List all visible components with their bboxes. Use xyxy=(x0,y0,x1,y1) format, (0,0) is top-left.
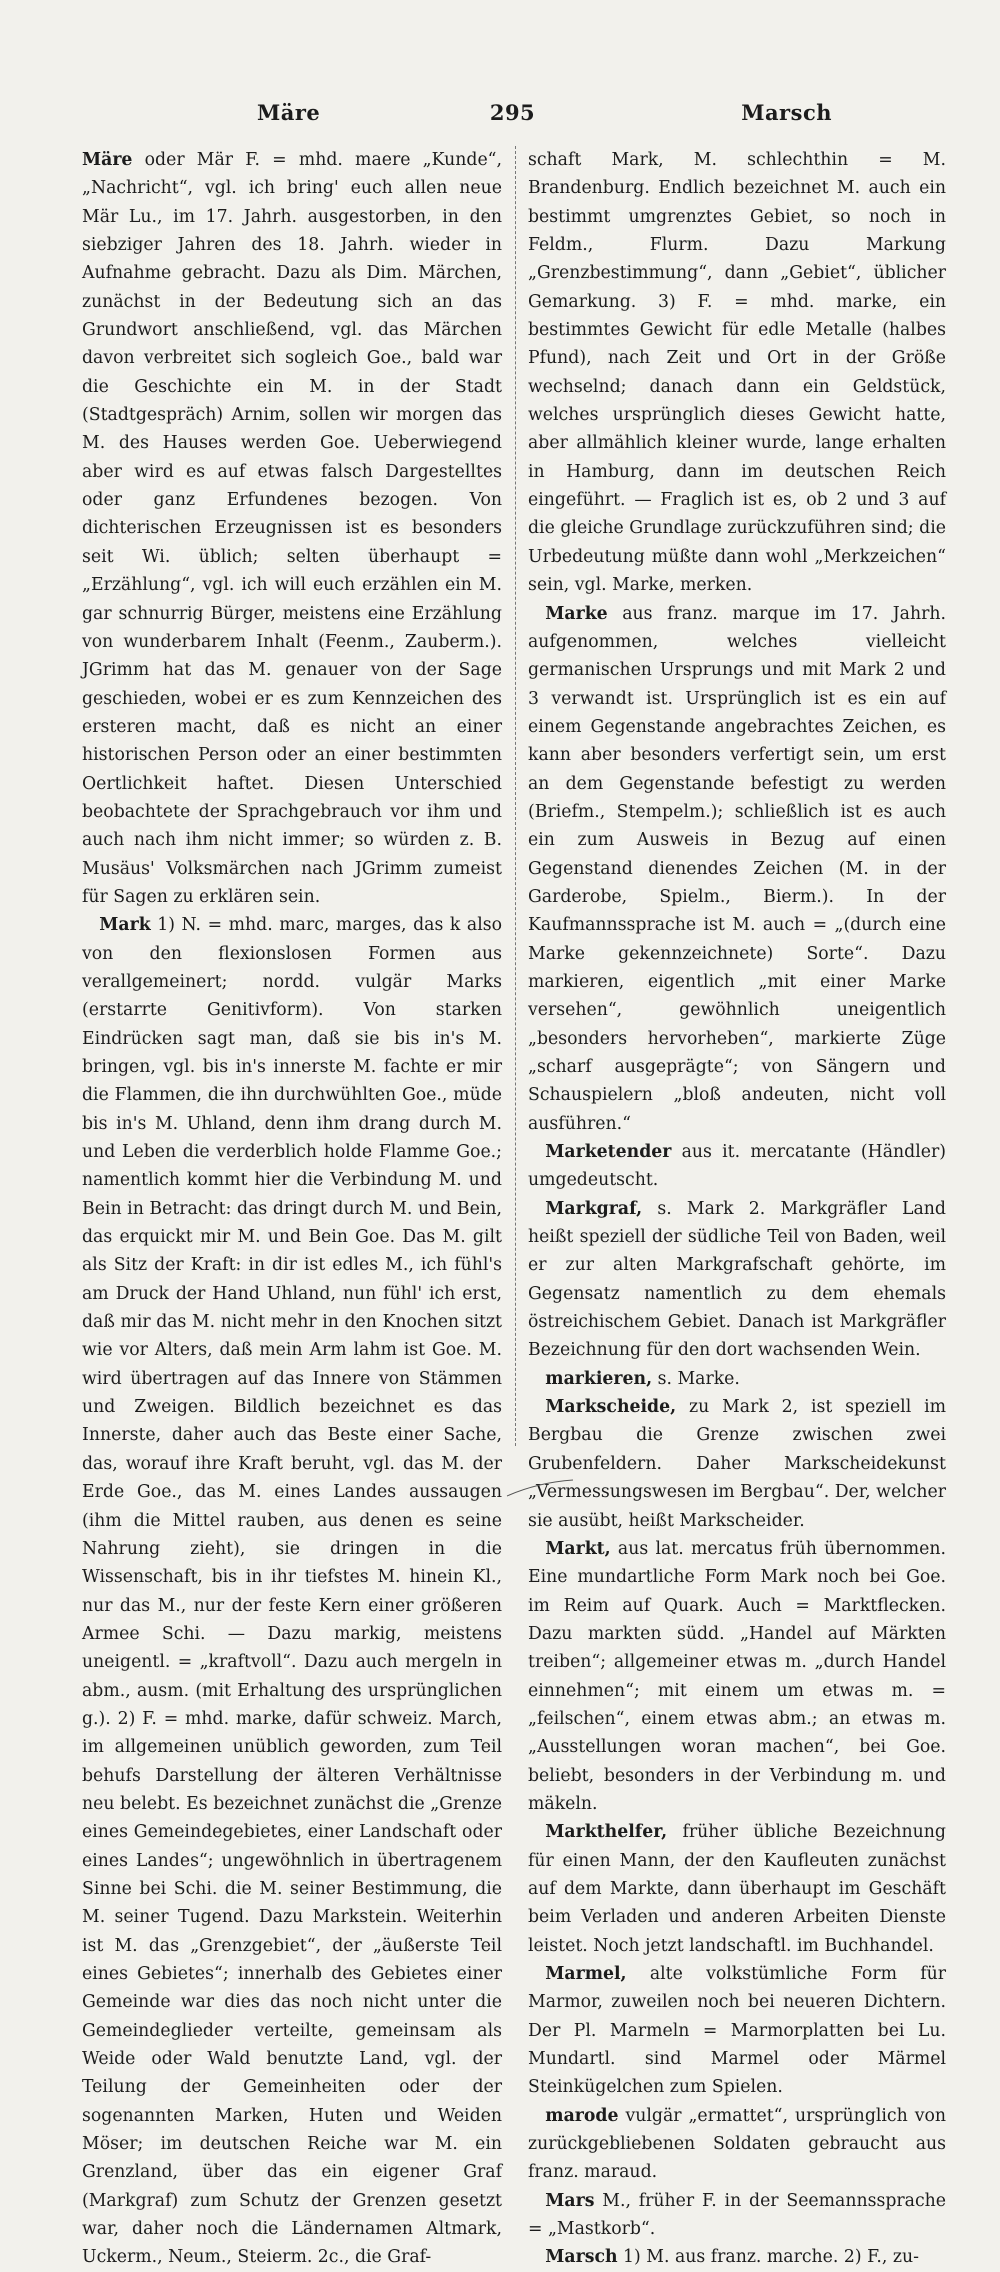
running-head-right: Marsch xyxy=(741,100,832,125)
entry-text: alte volkstümliche Form für Marmor, zuweilen noch bei neueren Dichtern. Der Pl. Marmeln = Marmorplatten bei Lu. Mundartl. sind Marmel oder Märmel Steinkügelchen zum Spielen. xyxy=(528,1964,947,2098)
entry-text: schaft Mark, M. schlechthin = M. Brandenburg. Endlich bezeichnet M. auch ein bestimmt umgrenztes Gebiet, so noch in Feldm., Flurm. Dazu Markung „Grenzbestimmung“, dann „Gebiet“, üblicher Gemarkung. 3) F. = mhd. marke, ein bestimmtes Gewicht für edle Metalle (halbes Pfund), nach Zeit und Ort in der Größe wechselnd; danach dann ein Geldstück, welches ursprünglich dieses Gewicht hatte, aber allmählich kleiner wurde, lange erhalten in Hamburg, dann im deutschen Reich eingeführt. — Fraglich ist es, ob 2 und 3 auf die gleiche Grundlage zurückzuführen sind; die Urbedeutung müßte dann wohl „Merkzeichen“ sein, vgl. Marke, merken. xyxy=(528,150,946,596)
entry-headword: Markgraf, xyxy=(545,1198,643,1219)
entry-headword: Mark xyxy=(99,915,151,936)
entry-text: oder Mär F. = mhd. maere „Kunde“, „Nachricht“, vgl. ich bring' euch allen neue Mär Lu., im 17. Jahrh. ausgestorben, in den siebziger Jahren des 18. Jahrh. wieder in Aufnahme gebracht. Dazu als Dim. Märchen, zunächst in der Bedeutung sich an das Grundwort anschließend, vgl. das Märchen davon verbreitet sich sogleich Goe., bald war die Geschichte ein M. in der Stadt (Stadtgespräch) Arnim, sollen wir morgen das M. des Hauses werden Goe. Ueberwiegend aber wird es auf etwas falsch Dargestelltes oder ganz Erfundenes bezogen. Von dichterischen Erzeugnissen ist es besonders seit Wi. üblich; selten überhaupt = „Erzählung“, vgl. ich will euch erzählen ein M. gar schnurrig Bürger, meistens eine Erzählung von wunderbarem Inhalt (Feenm., Zauberm.). JGrimm hat das M. genauer von der Sage geschieden, wobei er es zum Kennzeichen des ersteren macht, daß es nicht an einer historischen Person oder an einer bestimmten Oertlichkeit haftet. Diesen Unterschied beobachtete der Sprachgebrauch vor ihm und auch nach ihm nicht immer; so würden z. B. Musäus' Volksmärchen nach JGrimm zumeist für Sagen zu erklären sein. xyxy=(82,150,503,907)
entry-text: früher übliche Bezeichnung für einen Mann, der den Kaufleuten zunächst auf dem Markte, dann überhaupt im Geschäft beim Verladen und anderen Arbeiten Dienste leistet. Noch jetzt landschaftl. im Buchhandel. xyxy=(528,1822,946,1956)
entry-marmel xyxy=(528,1960,946,2102)
entry-text: aus it. mercatante (Händler) umgedeutscht. xyxy=(528,1142,946,1191)
entry-headword: markieren, xyxy=(545,1368,653,1389)
running-head-left: Märe xyxy=(257,100,321,125)
entry-markieren xyxy=(528,1365,946,1393)
entry-text: s. Marke. xyxy=(657,1368,740,1389)
entry-headword: Marke xyxy=(545,603,608,624)
entry-text: M., früher F. in der Seemannssprache = „Mastkorb“. xyxy=(528,2190,946,2240)
entry-markthelfer xyxy=(528,1818,946,1960)
page-header xyxy=(95,100,930,130)
entry-headword: marode xyxy=(545,2105,619,2126)
entry-headword: Mars xyxy=(545,2190,595,2211)
pen-stroke-mark xyxy=(505,1478,575,1498)
entry-text: s. Mark 2. Markgräfler Land heißt speziell der südliche Teil von Baden, weil er zur alten Markgrafschaft gehörte, im Gegensatz namentlich zu dem ehemals östreichischem Gebiet. Danach ist Markgräfler Bezeichnung für den dort wachsenden Wein. xyxy=(528,1198,946,1361)
entry-text: 1) N. = mhd. marc, marges, das k also von den flexionslosen Formen aus verallgemeinert; nordd. vulgär Marks (erstarrte Genitivform). Von starken Eindrücken sagt man, daß sie bis in's M. bringen, vgl. bis in's innerste M. fachte er mir die Flammen, die ihn durchwühlten Goe., müde bis in's M. Uhland, denn ihm drang durch M. und Leben die verderblich holde Flamme Goe.; namentlich kommt hier die Verbindung M. und Bein in Betracht: das dringt durch M. und Bein, das erquickt mir M. und Bein Goe. Das M. gilt als Sitz der Kraft: in dir ist edles M., ich fühl's am Druck der Hand Uhland, nun fühl' ich erst, daß mir das M. nicht mehr in den Knochen sitzt wie vor Alters, daß mein Arm lahm ist Goe. M. wird übertragen auf das Innere von Stämmen und Zweigen. Bildlich bezeichnet es das Innerste, daher auch das Beste einer Sache, das, worauf ihre Kraft beruht, vgl. das M. der Erde Goe., das M. eines Landes aussaugen (ihm die Mittel rauben, aus denen es seine Nahrung zieht), sie dringen in die Wissenschaft, bis in ihr tiefstes M. hinein Kl., nur das M., nur der feste Kern einer größeren Armee Schi. — Dazu markig, meistens uneigentl. = „kraftvoll“. Dazu auch mergeln in abm., ausm. (mit Erhaltung des ursprünglichen g.). 2) F. = mhd. marke, dafür schweiz. March, im allgemeinen unüblich geworden, zum Teil behufs Darstellung der älteren Verhältnisse neu belebt. Es bezeichnet zunächst die „Grenze eines Gemeindegebietes, einer Landschaft oder eines Landes“; ungewöhnlich in übertragenem Sinne bei Schi. die M. seiner Bestimmung, die M. seiner Tugend. Dazu Markstein. Weiterhin ist M. das „Grenzgebiet“, der „äußerste Teil eines Gebietes“; innerhalb des Gebietes einer Gemeinde war dies das noch nicht unter die Gemeindeglieder verteilte, gemeinsam als Weide oder Wald benutzte Land, vgl. der Teilung der Gemeinheiten oder der sogenannten Marken, Huten und Weiden Möser; im deutschen Reiche war M. ein Grenzland, über das ein eigener Graf (Markgraf) zum Schutz der Grenzen gesetzt war, daher noch die Ländernamen Altmark, Uckerm., Neum., Steierm. 2c., die Graf- xyxy=(82,915,502,2268)
entry-text: zu Mark 2, ist speziell im Bergbau die Grenze zwischen zwei Grubenfeldern. Daher Markscheidekunst „Vermessungswesen im Bergbau“. Der, welcher sie ausübt, heißt Markscheider. xyxy=(528,1397,946,1531)
left-column xyxy=(82,146,502,2272)
entry-mark-continued xyxy=(528,146,946,600)
entry-mars xyxy=(528,2187,946,2244)
entry-headword: Marketender xyxy=(545,1142,672,1163)
entry-markscheide xyxy=(528,1393,946,1535)
page-number: 295 xyxy=(489,100,536,125)
entry-maere xyxy=(82,146,502,911)
entry-text: vulgär „ermattet“, ursprünglich von zurückgebliebenen Soldaten gebraucht aus franz. maraud. xyxy=(528,2105,947,2183)
entry-marsch xyxy=(528,2243,946,2271)
entry-marketender xyxy=(528,1138,946,1195)
entry-headword: Markscheide, xyxy=(545,1397,677,1418)
entry-marode xyxy=(528,2102,946,2187)
entry-headword: Marmel, xyxy=(545,1964,627,1984)
entry-markt xyxy=(528,1535,946,1818)
right-column xyxy=(528,146,946,2272)
entry-headword: Markt, xyxy=(545,1538,611,1559)
column-divider xyxy=(515,146,516,1446)
entry-text: 1) M. aus franz. marche. 2) F., zu- xyxy=(623,2247,919,2268)
entry-headword: Märe xyxy=(82,150,133,170)
entry-mark xyxy=(82,911,502,2272)
entry-headword: Markthelfer, xyxy=(545,1822,668,1843)
entry-markgraf xyxy=(528,1195,946,1365)
entry-text: aus lat. mercatus früh übernommen. Eine mundartliche Form Mark noch bei Goe. im Reim auf Quark. Auch = Marktflecken. Dazu markten südd. „Handel auf Märkten treiben“; allgemeiner etwas m. „durch Handel einnehmen“; mit einem um etwas m. = „feilschen“, einem etwas abm.; an etwas m. „Ausstellungen woran machen“, bei Goe. beliebt, besonders in der Verbindung m. und mäkeln. xyxy=(528,1538,946,1814)
entry-marke xyxy=(528,600,946,1139)
entry-text: aus franz. marque im 17. Jahrh. aufgenommen, welches vielleicht germanischen Ursprungs und mit Mark 2 und 3 verwandt ist. Ursprünglich ist es ein auf einem Gegenstande angebrachtes Zeichen, es kann aber besonders verfertigt sein, um erst an dem Gegenstande befestigt zu werden (Briefm., Stempelm.); schließlich ist es auch ein zum Ausweis in Bezug auf einen Gegenstand dienendes Zeichen (M. in der Garderobe, Spielm., Bierm.). In der Kaufmannssprache ist M. auch = „(durch eine Marke gekennzeichnete) Sorte“. Dazu markieren, eigentlich „mit einer Marke versehen“, gewöhnlich uneigentlich „besonders hervorheben“, markierte Züge „scharf ausgeprägte“; von Sängern und Schauspielern „bloß andeuten, nicht voll ausführen.“ xyxy=(528,603,947,1134)
entry-headword: Marsch xyxy=(545,2247,618,2268)
